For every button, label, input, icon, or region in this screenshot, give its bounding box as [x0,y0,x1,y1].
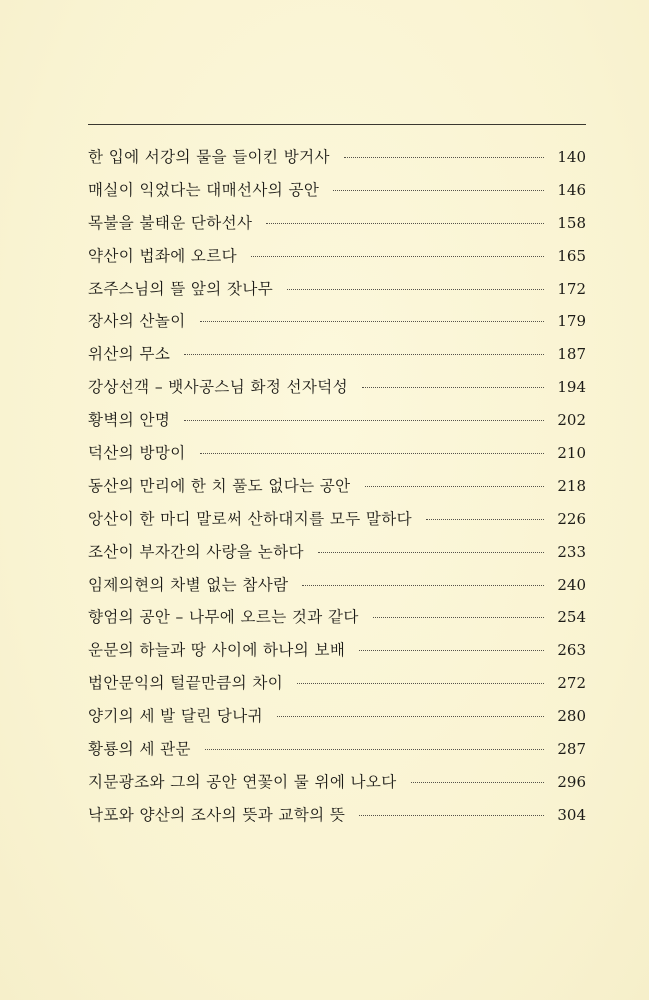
toc-entry-title: 법안문익의 털끝만큼의 차이 [88,674,284,693]
toc-entry [88,704,586,737]
toc-entry-title: 지문광조와 그의 공안 연꽃이 물 위에 나오다 [88,772,397,791]
toc-entry [88,375,586,408]
toc-entry [88,408,586,441]
toc-entry-page-number: 146 [557,180,586,199]
dot-leader [251,256,544,257]
toc-entry-title: 황룡의 세 관문 [88,740,191,759]
toc-entry-title: 임제의현의 차별 없는 참사람 [88,575,289,594]
dot-leader [266,223,544,224]
dot-leader [318,552,544,553]
toc-entry [88,178,586,211]
toc-entry-title: 위산의 무소 [88,345,171,364]
toc-entry [88,309,586,342]
toc-entry-page-number: 158 [557,213,586,232]
toc-entry [88,277,586,310]
dot-leader [302,585,544,586]
dot-leader [297,683,544,684]
toc-entry [88,342,586,375]
toc-entry-title: 황벽의 안명 [88,411,171,430]
dot-leader [184,354,544,355]
dot-leader [359,650,544,651]
dot-leader [426,519,544,520]
toc-entry-page-number: 165 [557,246,586,265]
dot-leader [287,289,544,290]
toc-entry-page-number: 194 [557,378,586,397]
dot-leader [373,617,544,618]
toc-entry-page-number: 272 [557,674,586,693]
toc-entry-page-number: 304 [557,805,586,824]
toc-entry-title: 조주스님의 뜰 앞의 잣나무 [88,279,274,298]
toc-entry-page-number: 179 [557,312,586,331]
toc-entry [88,507,586,540]
toc-entry [88,441,586,474]
toc-entry [88,211,586,244]
toc-entry-title: 낙포와 양산의 조사의 뜻과 교학의 뜻 [88,805,346,824]
dot-leader [362,387,544,388]
toc-entry-page-number: 226 [557,509,586,528]
dot-leader [200,321,544,322]
toc-entry-page-number: 254 [557,608,586,627]
toc-entry [88,671,586,704]
dot-leader [205,749,544,750]
toc-entry-title: 장사의 산놀이 [88,312,186,331]
toc-entry-page-number: 263 [557,641,586,660]
toc-entry-page-number: 233 [557,542,586,561]
toc-entry-page-number: 280 [557,707,586,726]
toc-entry-title: 강상선객 – 뱃사공스님 화정 선자덕성 [88,378,349,397]
toc-entry-title: 조산이 부자간의 사랑을 논하다 [88,542,304,561]
toc-entry-title: 약산이 법좌에 오르다 [88,246,238,265]
toc-entry [88,638,586,671]
toc-entry [88,573,586,606]
toc-entry [88,145,586,178]
toc-entry-title: 목불을 불태운 단하선사 [88,213,253,232]
toc-entry-title: 운문의 하늘과 땅 사이에 하나의 보배 [88,641,346,660]
toc-entry-title: 동산의 만리에 한 치 풀도 없다는 공안 [88,476,351,495]
toc-entry-title: 앙산이 한 마디 말로써 산하대지를 모두 말하다 [88,509,413,528]
toc-entry-title: 향엄의 공안 – 나무에 오르는 것과 같다 [88,608,359,627]
toc-entry-page-number: 210 [557,444,586,463]
toc-entry-title: 덕산의 방망이 [88,444,186,463]
dot-leader [184,420,544,421]
toc-entry-title: 매실이 익었다는 대매선사의 공안 [88,180,320,199]
header-rule [88,124,586,125]
toc-entry [88,474,586,507]
dot-leader [200,453,544,454]
toc-entry-title: 양기의 세 발 달린 당나귀 [88,707,264,726]
toc-entry-page-number: 287 [557,740,586,759]
dot-leader [365,486,544,487]
toc-entry-page-number: 240 [557,575,586,594]
dot-leader [333,190,544,191]
toc-entry-title: 한 입에 서강의 물을 들이킨 방거사 [88,148,330,166]
toc-entry-page-number: 187 [557,345,586,364]
toc-entry [88,803,586,836]
toc-entry [88,737,586,770]
toc-entry-page-number: 296 [557,772,586,791]
dot-leader [411,782,544,783]
table-of-contents [88,145,586,836]
toc-entry-page-number: 218 [557,476,586,495]
toc-entry [88,770,586,803]
toc-entry [88,605,586,638]
toc-entry-page-number: 140 [557,148,586,166]
toc-entry-page-number: 202 [557,411,586,430]
toc-entry [88,244,586,277]
dot-leader [344,157,544,158]
dot-leader [277,716,544,717]
toc-entry-page-number: 172 [557,279,586,298]
dot-leader [359,815,544,816]
toc-entry [88,540,586,573]
